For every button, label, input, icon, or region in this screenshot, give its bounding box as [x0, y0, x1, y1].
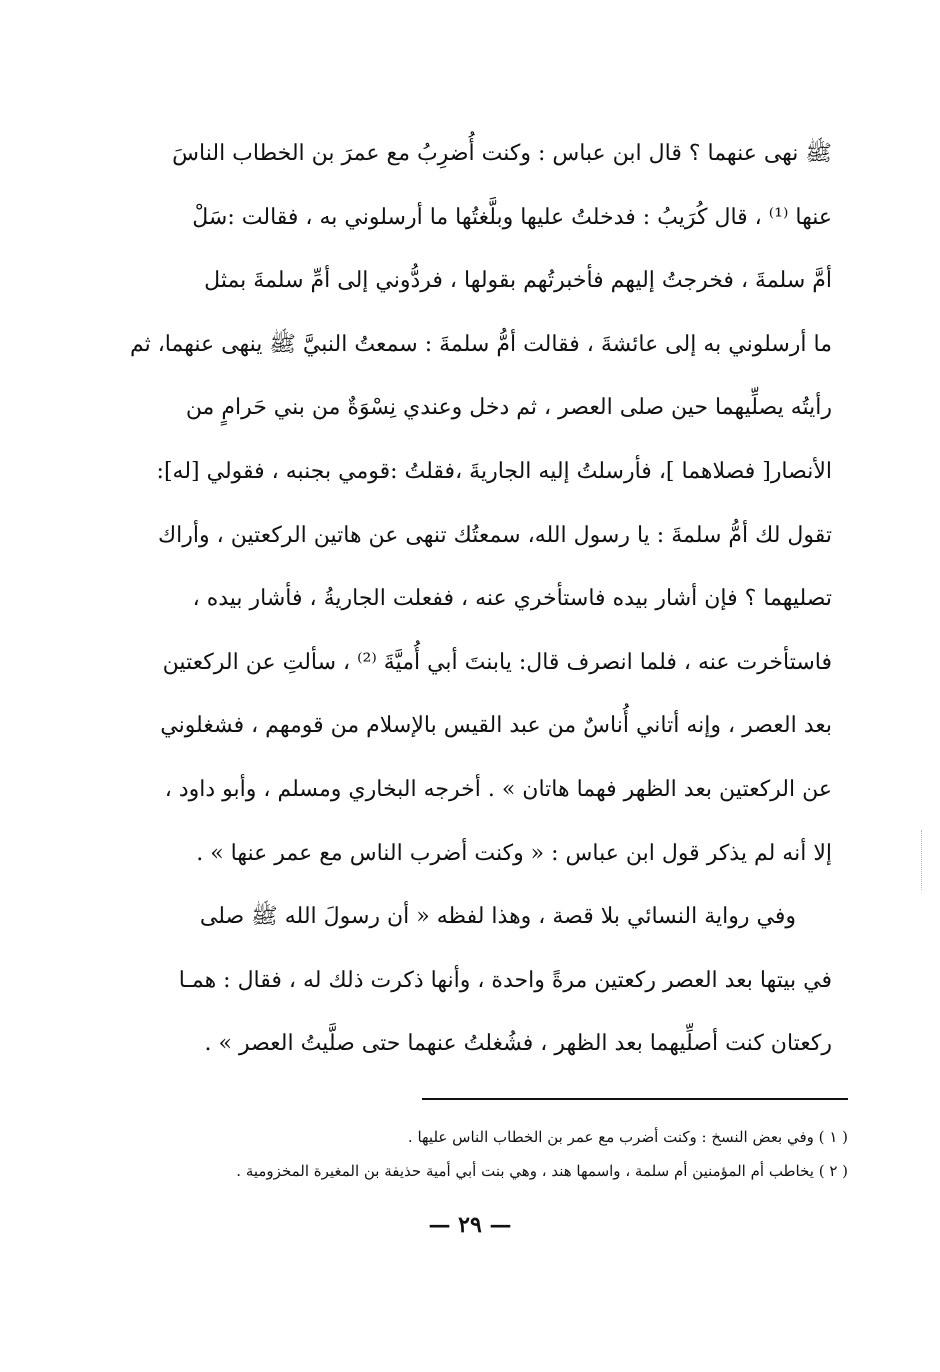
text-line-7: تقول لك أمُّ سلمةَ : يا رسول الله، سمعتُك تنهى عن هاتين الركعتين ، وأراك: [158, 522, 832, 548]
text-line-10: بعد العصر ، وإنه أتاني أُناسٌ من عبد القيس بالإسلام من قومهم ، فشغلوني: [160, 713, 832, 739]
text-line-12: إلا أنه لم يذكر قول ابن عباس : « وكنت أضرب الناس مع عمر عنها » .: [196, 840, 832, 866]
text-line-15: ركعتان كنت أصلِّيهما بعد الظهر ، فشُغلتُ عنهما حتى صلَّيتُ العصر » .: [204, 1031, 832, 1057]
text-line-9: فاستأخرت عنه ، فلما انصرف قال: يابنتَ أبي أُميَّةَ ⁽²⁾ ، سألتِ عن الركعتين: [162, 649, 832, 675]
text-line-14: في بيتها بعد العصر ركعتين مرةً واحدة ، وأنها ذكرت ذلك له ، فقال : همـا: [178, 967, 832, 993]
text-line-5: رأيتُه يصلِّيهما حين صلى العصر ، ثم دخل وعندي نِسْوَةٌ من بني حَرامٍ من: [185, 395, 832, 421]
footnote-2: ( ٢ ) يخاطب أم المؤمنين أم سلمة ، واسمها هند ، وهي بنت أبي أمية حذيفة بن المغيرة المخزومية .: [236, 1162, 848, 1180]
text-line-1: ﷺ نهى عنهما ؟ قال ابن عباس : وكنت أُضرِبُ مع عمرَ بن الخطاب الناسَ: [172, 141, 832, 166]
text-line-3: أمَّ سلمةَ ، فخرجتُ إليهم فأخبرتُهم بقولها ، فردُّوني إلى أمِّ سلمةَ بمثل: [204, 268, 832, 294]
page-number: — ٢٩ —: [428, 1212, 512, 1238]
footnotes: [108, 1120, 848, 1188]
text-line-4: ما أرسلوني به إلى عائشةَ ، فقالت أمُّ سلمةَ : سمعتُ النبيَّ ﷺ ينهى عنهما، ثم: [129, 331, 832, 357]
main-text: [104, 122, 832, 1076]
text-line-8: تصليهما ؟ فإن أشار بيده فاستأخري عنه ، ففعلت الجاريةُ ، فأشار بيده ،: [192, 586, 832, 612]
text-line-6: الأنصار[ فصلاهما ]، فأرسلتُ إليه الجاريةَ ،فقلتُ :قومي بجنبه ، فقولي [له]:: [156, 458, 832, 484]
text-line-11: عن الركعتين بعد الظهر فهما هاتان » . أخرجه البخاري ومسلم ، وأبو داود ،: [164, 776, 832, 802]
footnote-1: ( ١ ) وفي بعض النسخ : وكنت أضرب مع عمر بن الخطاب الناس عليها .: [407, 1128, 848, 1146]
scan-edge-mark: [920, 830, 922, 890]
footnote-divider: [422, 1098, 848, 1100]
text-line-13: وفي رواية النسائي بلا قصة ، وهذا لفظه « أن رسولَ الله ﷺ صلى: [199, 904, 796, 930]
text-line-2: عنها ⁽¹⁾ ، قال كُرَيبُ : فدخلتُ عليها وبلَّغتُها ما أرسلوني به ، فقالت :سَلْ: [192, 204, 832, 230]
